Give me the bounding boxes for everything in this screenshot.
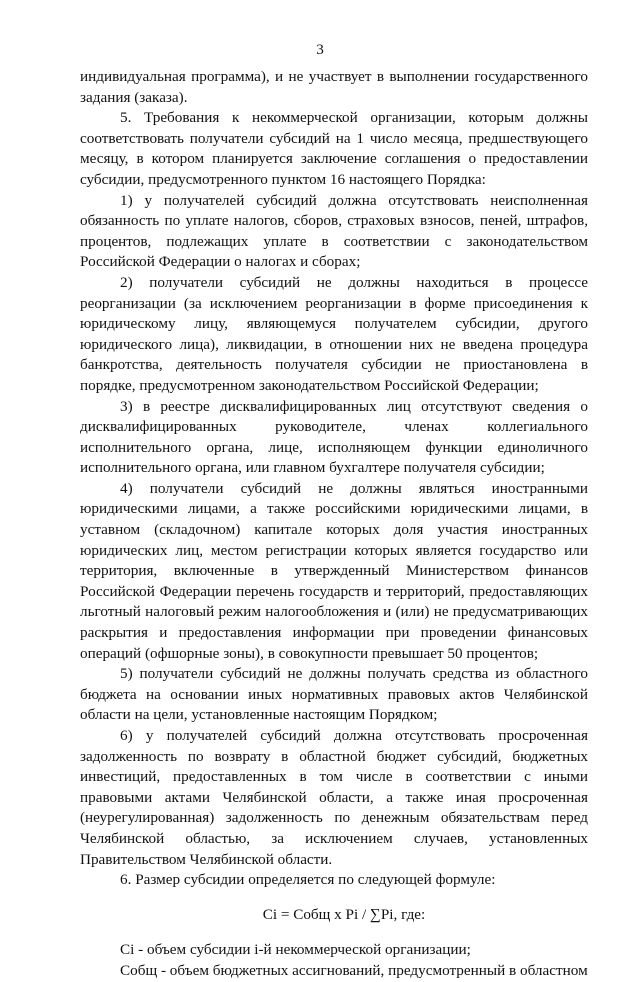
paragraph-item-6: 6) у получателей субсидий должна отсутствовать просроченная задолженность по возврату в областной бюджет субсидий, бюджетных инвестиций, предоставленных в том числе в соответствии с иными правовыми актами Челябинской области, а также иная просроченная (неурегулированная) задолженность по денежным обязательствам перед Челябинской областью, за исключением случаев, установленных Правительством Челябинской области. xyxy=(80,727,588,868)
paragraph-item-4: 4) получатели субсидий не должны являться иностранными юридическими лицами, а также российскими юридическими лицами, в уставном (складочном) капитале которых доля участия иностранных юридических лиц, местом регистрации которых является государство или территория, включенные в утвержденный Министерством финансов Российской Федерации перечень государств и территорий, предоставляющих льготный налоговый режим налогообложения и (или) не предусматривающих раскрытия и предоставления информации при проведении финансовых операций (офшорные зоны), в совокупности превышает 50 процентов; xyxy=(80,479,588,662)
subsidy-formula: Ci = Cобщ x Pi / ∑Pi, где: xyxy=(262,905,426,923)
paragraph-item-2: 2) получатели субсидий не должны находиться в процессе реорганизации (за исключением реорганизации в форме присоединения к юридическому лицу, являющемуся получателем субсидии, другого юридического лица), ликвидации, в отношении них не введена процедура банкротства, деятельность получателя субсидии не приостановлена в порядке, предусмотренном законодательством Российской Федерации; xyxy=(80,273,588,394)
paragraph-section-6: 6. Размер субсидии определяется по следующей формуле: xyxy=(120,871,496,889)
paragraph-item-5: 5) получатели субсидий не должны получать средства из областного бюджета на основании иных нормативных правовых актов Челябинской области на цели, установленные настоящим Порядком; xyxy=(80,665,588,724)
paragraph-section-5: 5. Требования к некоммерческой организации, которым должны соответствовать получатели субсидий на 1 число месяца, предшествующего месяцу, в котором планируется заключение соглашения о предоставлении субсидии, предусмотренного пунктом 16 настоящего Порядка: xyxy=(80,109,588,188)
definition-cobsh: Cобщ - объем бюджетных ассигнований, предусмотренный в областном xyxy=(120,961,588,979)
paragraph-item-1: 1) у получателей субсидий должна отсутствовать неисполненная обязанность по уплате налогов, сборов, страховых взносов, пеней, штрафов, процентов, подлежащих уплате в соответствии с законодательством Российской Федерации о налогах и сборах; xyxy=(80,191,588,271)
definition-ci: Ci - объем субсидии i-й некоммерческой организации; xyxy=(120,941,471,959)
paragraph-continuation: индивидуальная программа), и не участвует в выполнении государственного задания (заказа). xyxy=(80,68,588,106)
document-body xyxy=(80,67,588,982)
paragraph-item-3: 3) в реестре дисквалифицированных лиц отсутствуют сведения о дисквалифицированных руководителе, членах коллегиального исполнительного органа, лице, исполняющем функции единоличного исполнительного органа, или главном бухгалтере получателя субсидии; xyxy=(80,397,588,477)
page-number: 3 xyxy=(316,41,324,58)
